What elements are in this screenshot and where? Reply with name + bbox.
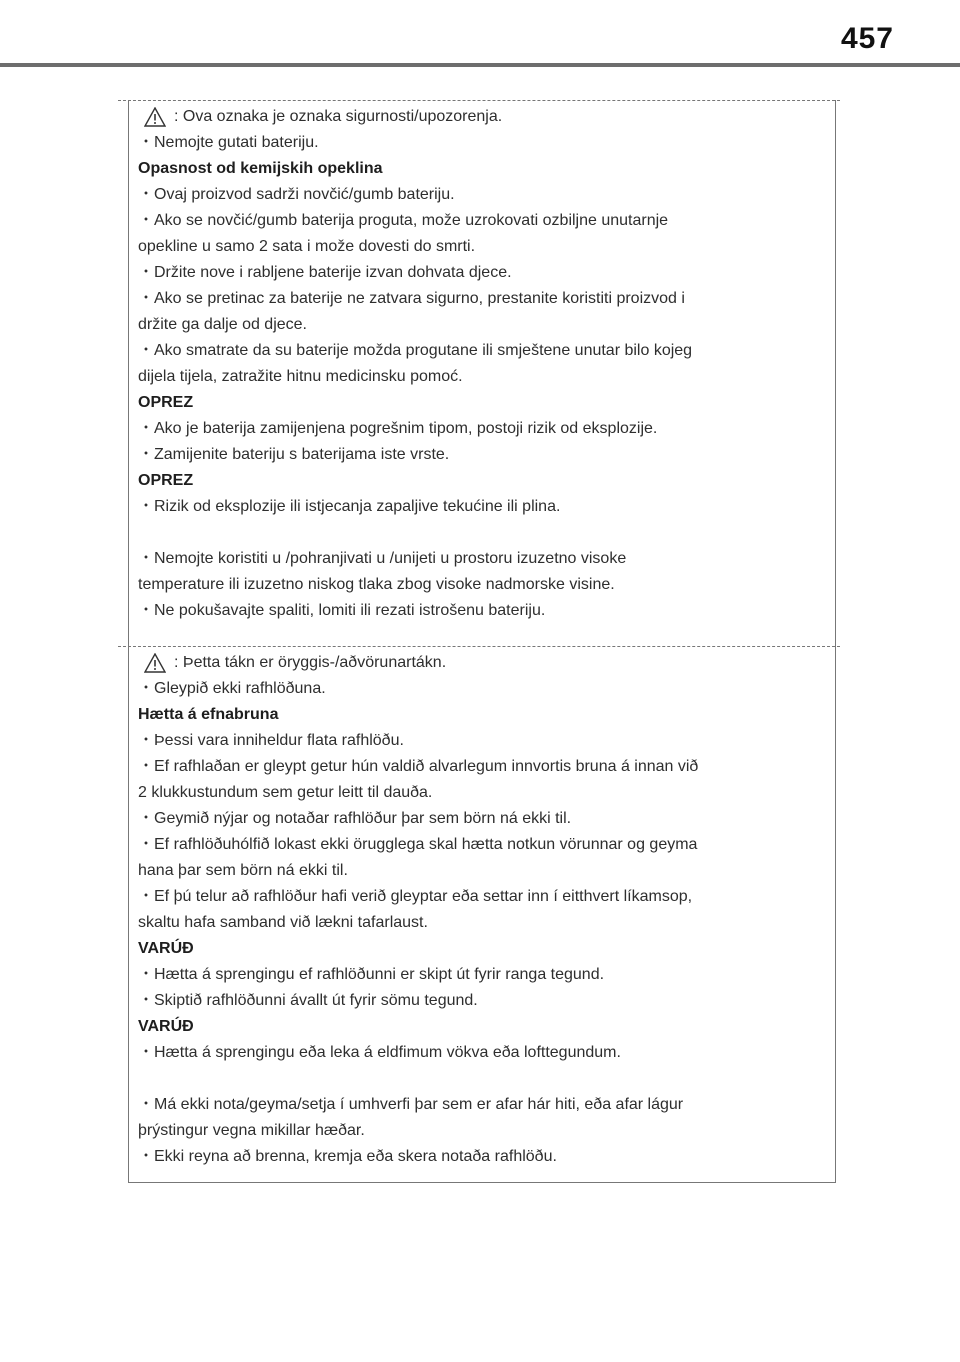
warning-legend bbox=[138, 650, 828, 676]
text-line: ・Držite nove i rabljene baterije izvan dohvata djece. bbox=[138, 264, 512, 281]
text-line: ・Geymið nýjar og notaðar rafhlöður þar sem börn ná ekki til. bbox=[138, 810, 572, 827]
caution-heading: OPREZ bbox=[138, 394, 194, 411]
page-number: 457 bbox=[840, 22, 894, 55]
subheading: Opasnost od kemijskih opeklina bbox=[138, 160, 383, 177]
text-line: 2 klukkustundum sem getur leitt til dauða. bbox=[138, 784, 433, 801]
text-line: ・Þessi vara inniheldur flata rafhlöðu. bbox=[138, 732, 404, 749]
warning-legend-text: : Þetta tákn er öryggis-/aðvörunartákn. bbox=[174, 654, 447, 671]
warning-legend-text: : Ova oznaka je oznaka sigurnosti/upozorenja. bbox=[174, 108, 503, 125]
text-line: ・Ef rafhlöðuhólfið lokast ekki örugglega skal hætta notkun vörunnar og geyma bbox=[138, 836, 698, 853]
section-divider bbox=[118, 646, 840, 647]
warning-triangle-icon bbox=[144, 107, 166, 127]
text-line: dijela tijela, zatražite hitnu medicinsku pomoć. bbox=[138, 368, 463, 385]
text-line: ・Gleypið ekki rafhlöðuna. bbox=[138, 680, 326, 697]
text-line: temperature ili izuzetno niskog tlaka zbog visoke nadmorske visine. bbox=[138, 576, 615, 593]
text-line: ・Skiptið rafhlöðunni ávallt út fyrir sömu tegund. bbox=[138, 992, 478, 1009]
text-line: ・Rizik od eksplozije ili istjecanja zapaljive tekućine ili plina. bbox=[138, 498, 561, 515]
text-line: ・Ekki reyna að brenna, kremja eða skera notaða rafhlöðu. bbox=[138, 1148, 557, 1165]
blank-line bbox=[138, 520, 828, 546]
text-line: ・Nemojte gutati bateriju. bbox=[138, 134, 319, 151]
caution-heading: VARÚÐ bbox=[138, 940, 194, 957]
text-line: hana þar sem börn ná ekki til. bbox=[138, 862, 348, 879]
caution-heading: VARÚÐ bbox=[138, 1018, 194, 1035]
section-icelandic bbox=[138, 650, 828, 1170]
section-croatian bbox=[138, 104, 828, 624]
text-line: ・Ne pokušavajte spaliti, lomiti ili rezati istrošenu bateriju. bbox=[138, 602, 546, 619]
text-line: držite ga dalje od djece. bbox=[138, 316, 307, 333]
text-line: ・Zamijenite bateriju s baterijama iste vrste. bbox=[138, 446, 450, 463]
text-line: ・Ako se novčić/gumb baterija proguta, može uzrokovati ozbiljne unutarnje bbox=[138, 212, 669, 229]
text-line: skaltu hafa samband við lækni tafarlaust. bbox=[138, 914, 428, 931]
text-line: ・Má ekki nota/geyma/setja í umhverfi þar sem er afar hár hiti, eða afar lágur bbox=[138, 1096, 684, 1113]
text-line: ・Nemojte koristiti u /pohranjivati u /unijeti u prostoru izuzetno visoke bbox=[138, 550, 627, 567]
text-line: ・Hætta á sprengingu eða leka á eldfimum vökva eða lofttegundum. bbox=[138, 1044, 621, 1061]
text-line: ・Hætta á sprengingu ef rafhlöðunni er skipt út fyrir ranga tegund. bbox=[138, 966, 605, 983]
text-line: ・Ako smatrate da su baterije možda progutane ili smještene unutar bilo kojeg bbox=[138, 342, 693, 359]
text-line: þrýstingur vegna mikillar hæðar. bbox=[138, 1122, 365, 1139]
subheading: Hætta á efnabruna bbox=[138, 706, 279, 723]
text-line: opekline u samo 2 sata i može dovesti do smrti. bbox=[138, 238, 476, 255]
caution-heading: OPREZ bbox=[138, 472, 194, 489]
text-line: ・Ovaj proizvod sadrži novčić/gumb bateriju. bbox=[138, 186, 455, 203]
header-rule bbox=[0, 63, 960, 67]
text-line: ・Ako je baterija zamijenjena pogrešnim tipom, postoji rizik od eksplozije. bbox=[138, 420, 658, 437]
warning-triangle-icon bbox=[144, 653, 166, 673]
frame-top-dashed-border bbox=[118, 100, 840, 101]
blank-line bbox=[138, 1066, 828, 1092]
warning-legend bbox=[138, 104, 828, 130]
text-line: ・Ef þú telur að rafhlöður hafi verið gleyptar eða settar inn í eitthvert líkamsop, bbox=[138, 888, 693, 905]
text-line: ・Ako se pretinac za baterije ne zatvara sigurno, prestanite koristiti proizvod i bbox=[138, 290, 685, 307]
text-line: ・Ef rafhlaðan er gleypt getur hún valdið alvarlegum innvortis bruna á innan við bbox=[138, 758, 699, 775]
